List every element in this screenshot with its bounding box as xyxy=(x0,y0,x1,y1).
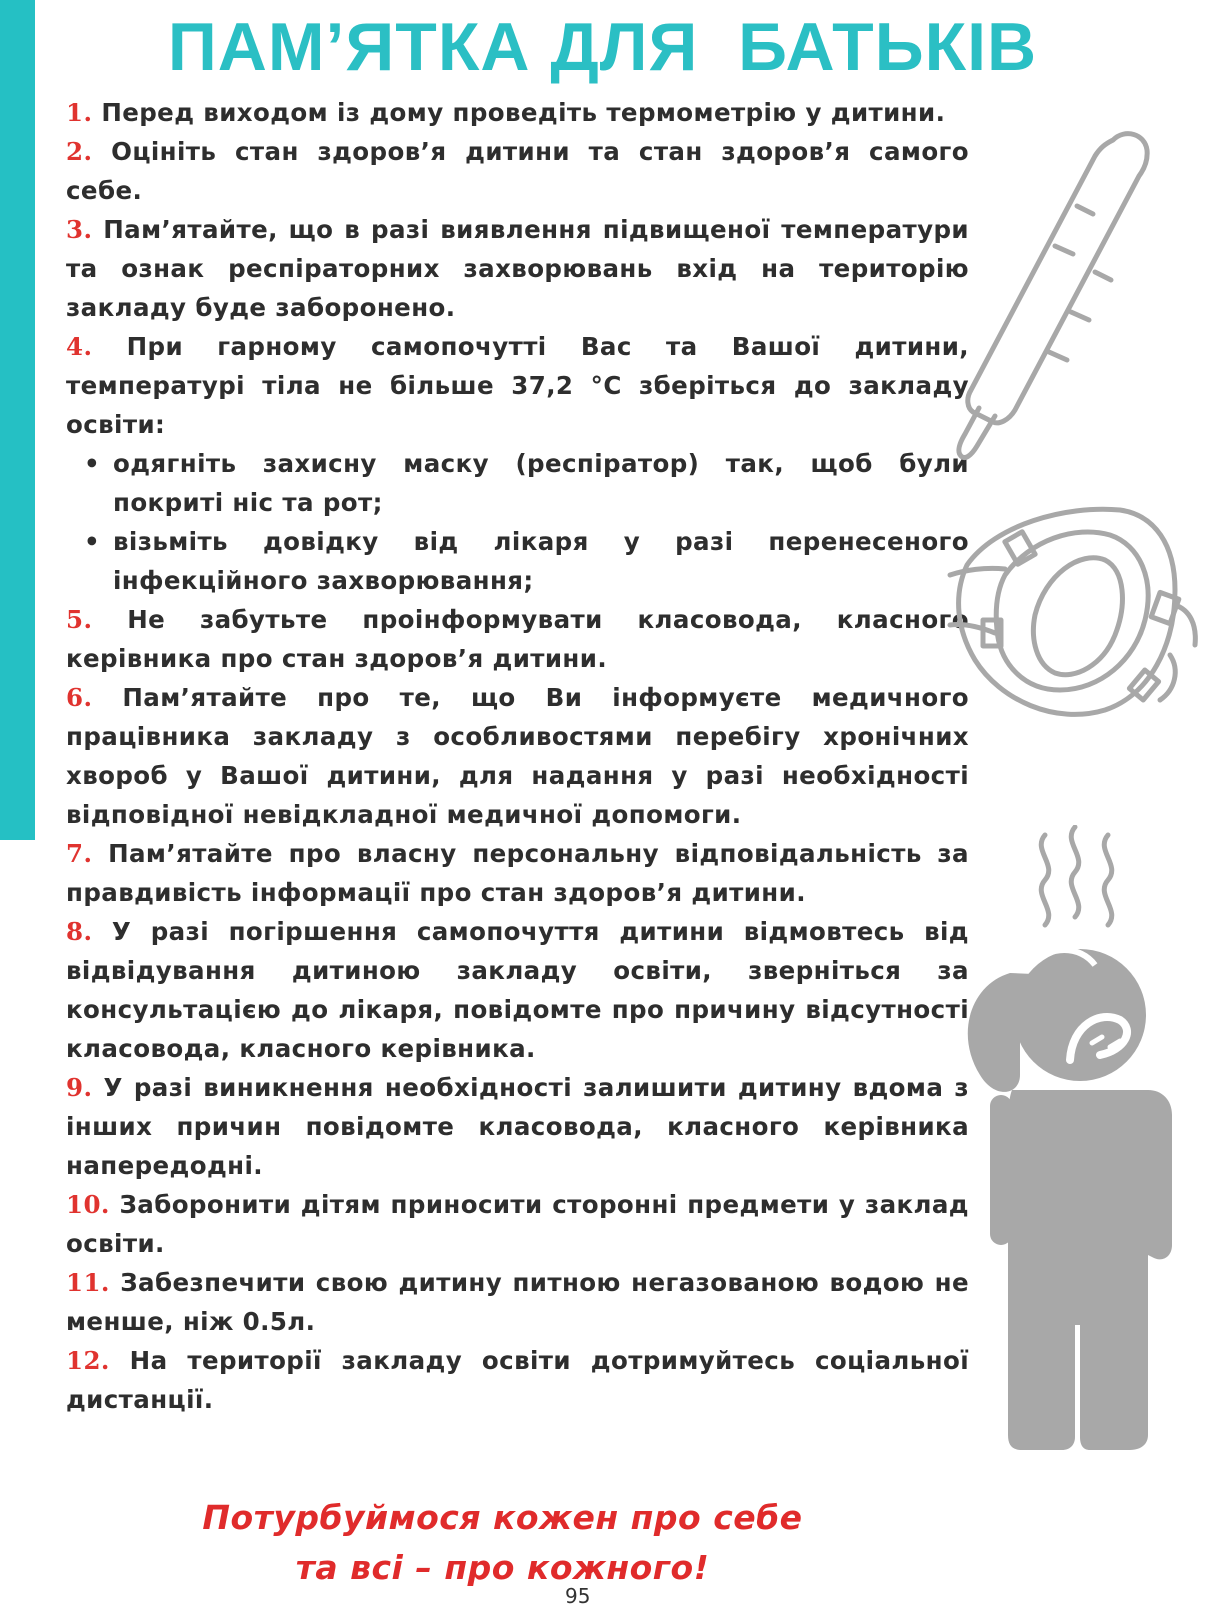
instructions-list xyxy=(66,93,969,1419)
bullet-text: одягніть захисну маску (респіратор) так, щоб були покриті ніс та рот; xyxy=(113,449,969,517)
page-title: ПАМ’ЯТКА ДЛЯ БАТЬКІВ xyxy=(167,9,1038,85)
item-number: 2. xyxy=(66,137,93,166)
list-item xyxy=(66,1185,969,1263)
item-text: Оцініть стан здоров’я дитини та стан здоров’я самого себе. xyxy=(66,137,969,205)
item-number: 4. xyxy=(66,332,93,361)
item-text: Не забутьте проінформувати класовода, класного керівника про стан здоров’я дитини. xyxy=(66,605,969,673)
item-number: 5. xyxy=(66,605,93,634)
slogan-line-2: та всі – про кожного! xyxy=(295,1548,710,1587)
item-text: Пам’ятайте про те, що Ви інформуєте медичного працівника закладу з особливостями перебігу хронічних хвороб у Вашої дитини, для надання у разі необхідності відповідної невідкладної медичної допомоги. xyxy=(66,683,969,829)
list-item xyxy=(66,1263,969,1341)
item-number: 10. xyxy=(66,1190,110,1219)
item-text: Забезпечити свою дитину питною негазованою водою не менше, ніж 0.5л. xyxy=(66,1268,969,1336)
list-item xyxy=(66,912,969,1068)
item-text: Заборонити дітям приносити сторонні предмети у заклад освіти. xyxy=(66,1190,969,1258)
item-number: 9. xyxy=(66,1073,93,1102)
bullet-dot: • xyxy=(84,527,101,556)
list-item xyxy=(66,210,969,327)
sick-person-icon xyxy=(950,825,1180,1450)
page-number: 95 xyxy=(565,1584,591,1608)
item-text: Пам’ятайте про власну персональну відповідальність за правдивість інформації про стан здоров’я дитини. xyxy=(66,839,969,907)
list-item xyxy=(66,1341,969,1419)
item-text: Перед виходом із дому проведіть термометрію у дитини. xyxy=(92,98,946,127)
bullet-dot: • xyxy=(84,449,101,478)
bullet-item xyxy=(66,444,969,522)
list-item xyxy=(66,600,969,678)
face-mask-icon xyxy=(945,495,1205,725)
item-number: 8. xyxy=(66,917,93,946)
list-item xyxy=(66,1068,969,1185)
list-item xyxy=(66,93,969,132)
item-number: 6. xyxy=(66,683,93,712)
item-text: У разі погіршення самопочуття дитини відмовтесь від відвідування дитиною закладу освіти, зверніться за консультацією до лікаря, повідомте про причину відсутності класовода, класного керівника. xyxy=(66,917,969,1063)
bullet-item xyxy=(66,522,969,600)
list-item xyxy=(66,834,969,912)
slogan-line-1: Потурбуймося кожен про себе xyxy=(202,1498,803,1537)
item-text: На території закладу освіти дотримуйтесь соціальної дистанції. xyxy=(66,1346,969,1414)
item-number: 3. xyxy=(66,215,93,244)
item-number: 11. xyxy=(66,1268,110,1297)
item-text: У разі виникнення необхідності залишити дитину вдома з інших причин повідомте класовода, класного керівника напередодні. xyxy=(66,1073,969,1180)
thermometer-icon xyxy=(955,120,1155,470)
list-item xyxy=(66,132,969,210)
slogan xyxy=(0,1493,1005,1593)
item-number: 7. xyxy=(66,839,93,868)
item-text: При гарному самопочутті Вас та Вашої дитини, температурі тіла не більше 37,2 °С зберіться до закладу освіти: xyxy=(66,332,969,439)
item-text: Пам’ятайте, що в разі виявлення підвищеної температури та ознак респіраторних захворювань вхід на територію закладу буде заборонено. xyxy=(66,215,969,322)
list-item xyxy=(66,327,969,444)
list-item xyxy=(66,678,969,834)
accent-side-bar xyxy=(0,0,35,840)
item-number: 12. xyxy=(66,1346,110,1375)
bullet-text: візьміть довідку від лікаря у разі перенесеного інфекційного захворювання; xyxy=(113,527,969,595)
item-number: 1. xyxy=(66,98,93,127)
